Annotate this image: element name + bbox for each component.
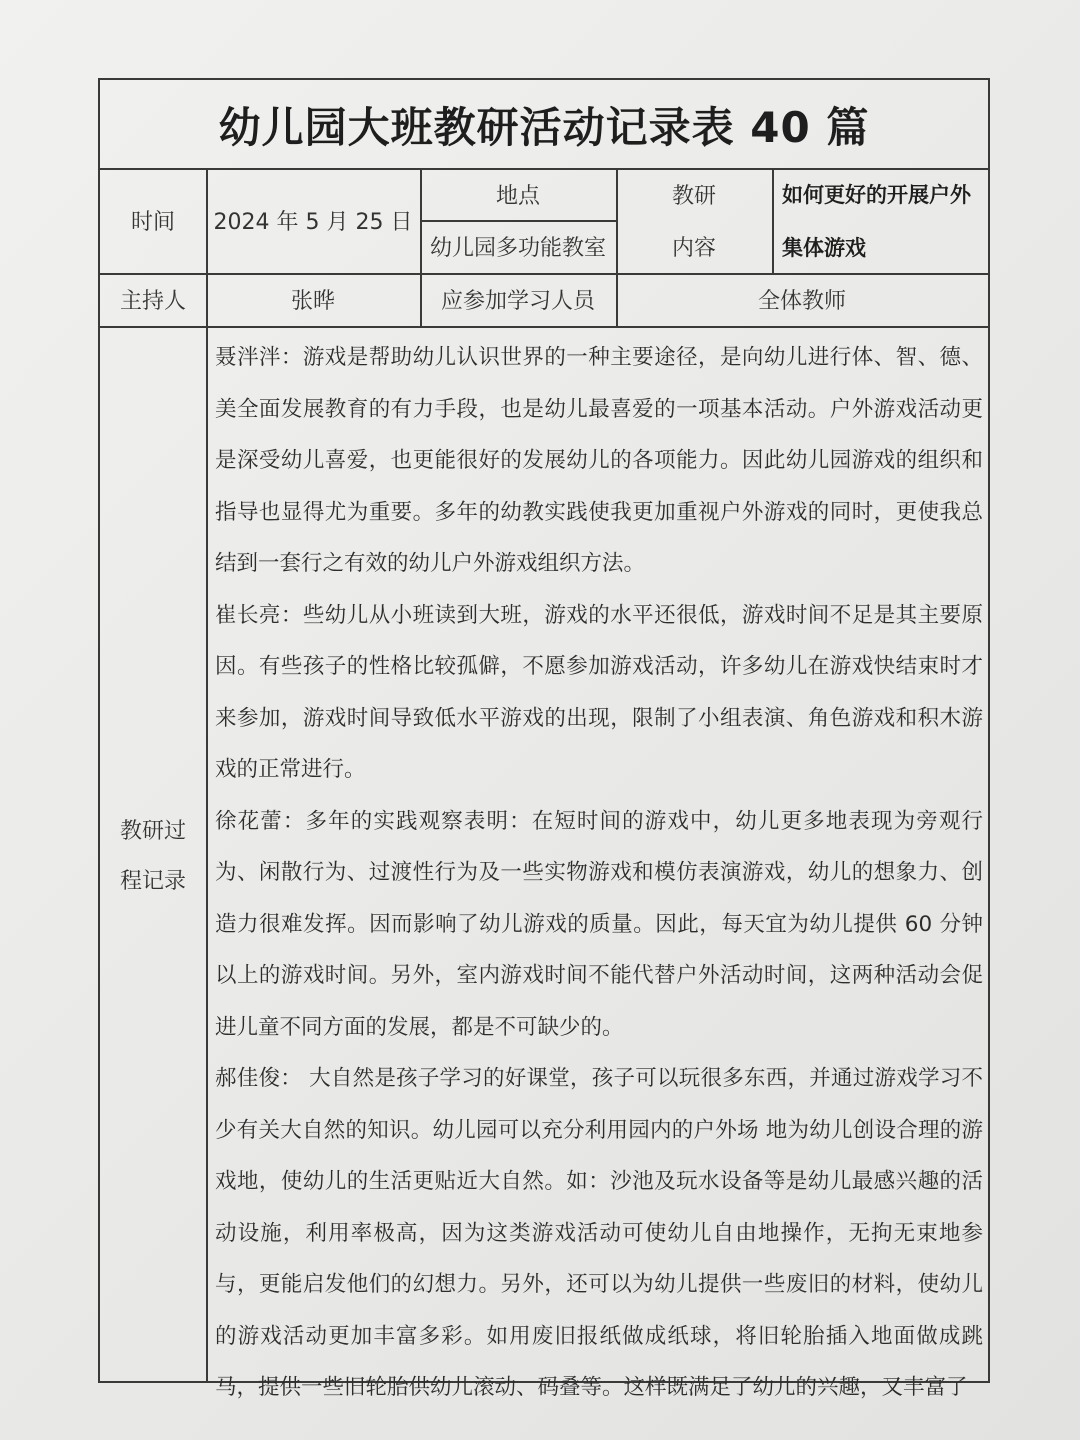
time-label: 时间	[130, 210, 175, 235]
place-label: 地点	[495, 183, 540, 209]
topic-label-line-2: 内容	[671, 236, 716, 261]
page-title: 幼儿园大班教研活动记录表 40 篇	[218, 103, 870, 152]
topic-label-line-1: 教研	[671, 183, 716, 209]
topic-value-line-1: 如何更好的开展户外	[782, 183, 971, 207]
process-record	[215, 332, 983, 1400]
process-label-line-1: 教研过	[119, 819, 186, 844]
attendees-value: 全体教师	[757, 289, 846, 314]
record-table	[98, 78, 990, 1400]
record-paragraph: 郝佳俊： 大自然是孩子学习的好课堂，孩子可以玩很多东西，并通过游戏学习不少有关大自然的知识。幼儿园可以充分利用园内的户外场 地为幼儿创设合理的游戏地，使幼儿的生活更贴近大自然。如：沙池及玩水设备等是幼儿最感兴趣的活动设施，利用率极高，因为这类游戏活动可使幼儿自由地操作，无拘无束地参与，更能启发他们的幻想力。另外，还可以为幼儿提供一些废旧的材料，使幼儿的游戏活动更加丰富多彩。如用废旧报纸做成纸球，将旧轮胎插入地面做成跳马，提供一些旧轮胎供幼儿滚动、码叠等。这样既满足了幼儿的兴趣，又丰富了	[215, 1066, 983, 1400]
record-paragraph: 聂泮泮：游戏是帮助幼儿认识世界的一种主要途径，是向幼儿进行体、智、德、美全面发展教育的有力手段，也是幼儿最喜爱的一项基本活动。户外游戏活动更是深受幼儿喜爱，也更能很好的发展幼儿的各项能力。因此幼儿园游戏的组织和指导也显得尤为重要。多年的幼教实践使我更加重视户外游戏的同时，更使我总结到一套行之有效的幼儿户外游戏组织方法。	[215, 345, 983, 576]
topic-value-line-2: 集体游戏	[782, 235, 866, 260]
record-paragraph: 徐花蕾：多年的实践观察表明：在短时间的游戏中，幼儿更多地表现为旁观行为、闲散行为、过渡性行为及一些实物游戏和模仿表演游戏，幼儿的想象力、创造力很难发挥。因而影响了幼儿游戏的质量。因此，每天宜为幼儿提供 60 分钟以上的游戏时间。另外，室内游戏时间不能代替户外活动时间，这两种活动会促进儿童不同方面的发展，都是不可缺少的。	[215, 808, 983, 1040]
place-value: 幼儿园多功能教室	[429, 236, 606, 261]
divider	[100, 326, 988, 328]
process-label-line-2: 程记录	[119, 869, 186, 894]
time-value: 2024 年 5 月 25 日	[213, 210, 413, 235]
attendees-label: 应参加学习人员	[440, 289, 595, 314]
host-value: 张晔	[290, 289, 335, 314]
divider	[206, 168, 208, 1381]
record-paragraph: 崔长亮：些幼儿从小班读到大班，游戏的水平还很低，游戏时间不足是其主要原因。有些孩子的性格比较孤僻，不愿参加游戏活动，许多幼儿在游戏快结束时才来参加，游戏时间导致低水平游戏的出现，限制了小组表演、角色游戏和积木游戏的正常进行。	[215, 602, 983, 782]
process-label	[100, 332, 206, 1382]
host-label: 主持人	[119, 289, 186, 314]
